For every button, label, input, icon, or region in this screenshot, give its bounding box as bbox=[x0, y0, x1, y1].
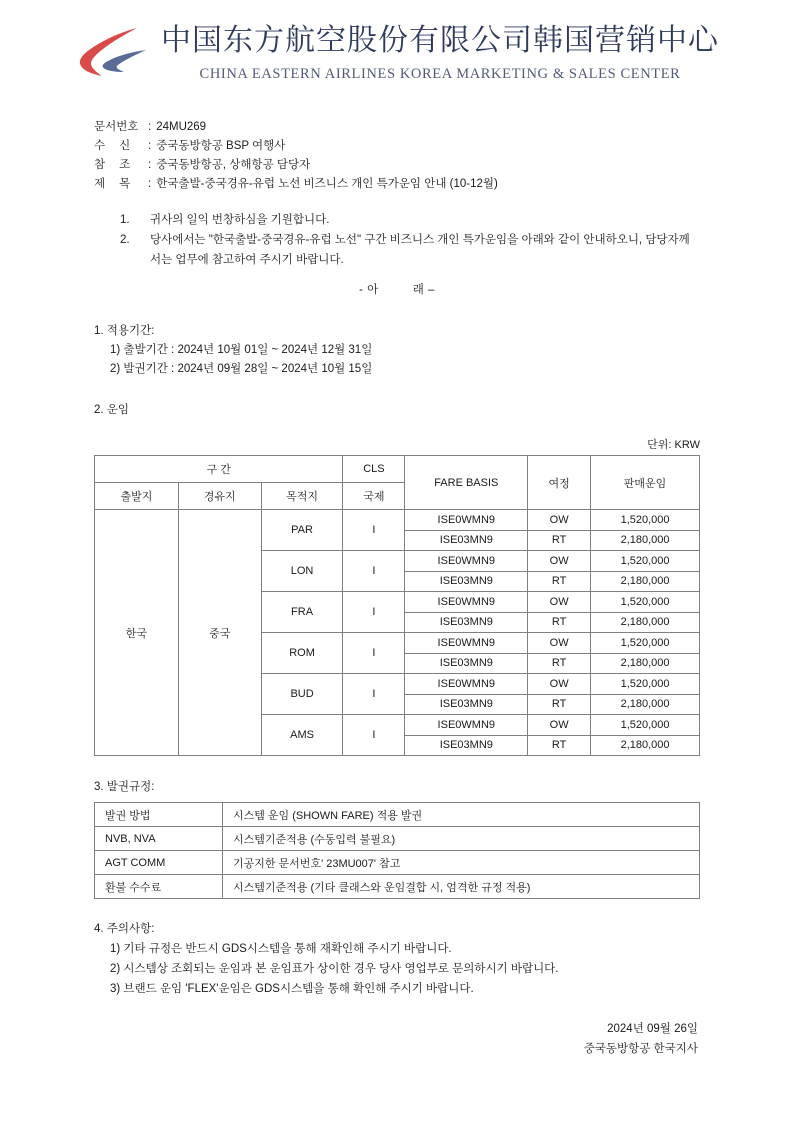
cell-via: 중국 bbox=[178, 510, 261, 756]
cell-amount: 2,180,000 bbox=[591, 612, 700, 633]
rule-key: AGT COMM bbox=[95, 851, 223, 875]
cell-itinerary: RT bbox=[528, 694, 591, 715]
header-segment-group: 구 간 bbox=[95, 456, 343, 483]
signoff-issuer: 중국동방항공 한국지사 bbox=[583, 1043, 698, 1055]
greeting-number: 2. bbox=[120, 234, 130, 246]
header-fare-basis: FARE BASIS bbox=[405, 456, 528, 510]
signoff-date: 2024년 09월 26일 bbox=[607, 1023, 698, 1035]
cell-itinerary: RT bbox=[528, 612, 591, 633]
section3-title: 3. 발권규정: bbox=[94, 781, 155, 793]
document-meta bbox=[94, 118, 700, 194]
table-row bbox=[95, 827, 700, 851]
cell-amount: 2,180,000 bbox=[591, 735, 700, 756]
header-cls-group: CLS bbox=[343, 456, 405, 483]
cell-itinerary: OW bbox=[528, 715, 591, 736]
meta-label-head: 제 bbox=[94, 178, 120, 190]
section-ticketing-rules bbox=[94, 778, 700, 797]
cell-destination: FRA bbox=[261, 592, 343, 633]
cell-destination: ROM bbox=[261, 633, 343, 674]
section1-line-ticketing: 2) 발권기간 : 2024년 09월 28일 ~ 2024년 10월 15일 bbox=[110, 363, 373, 375]
cell-itinerary: RT bbox=[528, 653, 591, 674]
cell-amount: 2,180,000 bbox=[591, 571, 700, 592]
section4-title: 4. 주의사항: bbox=[94, 923, 155, 935]
meta-label-tail: 조 bbox=[119, 159, 145, 171]
meta-colon: : bbox=[148, 178, 152, 190]
meta-row-cc bbox=[94, 156, 700, 175]
meta-label-tail: 신 bbox=[119, 140, 145, 152]
meta-row-document-number bbox=[94, 118, 700, 137]
meta-label-head: 수 bbox=[94, 140, 120, 152]
meta-row-subject bbox=[94, 175, 700, 194]
rule-value: 시스템 운임 (SHOWN FARE) 적용 발권 bbox=[223, 803, 700, 827]
meta-value-recipient: 중국동방항공 BSP 여행사 bbox=[156, 140, 286, 152]
cell-fare-basis: ISE03MN9 bbox=[405, 612, 528, 633]
header-via: 경유지 bbox=[178, 483, 261, 510]
cell-fare-basis: ISE0WMN9 bbox=[405, 715, 528, 736]
rule-key: NVB, NVA bbox=[95, 827, 223, 851]
section1-title: 1. 적용기간: bbox=[94, 325, 155, 337]
cell-itinerary: OW bbox=[528, 592, 591, 613]
cell-itinerary: OW bbox=[528, 510, 591, 531]
greeting-item bbox=[94, 230, 700, 270]
cell-amount: 1,520,000 bbox=[591, 510, 700, 531]
letterhead-title-cn: 中国东方航空股份有限公司韩国营销中心 bbox=[161, 24, 719, 57]
meta-colon: : bbox=[148, 140, 152, 152]
cell-destination: PAR bbox=[261, 510, 343, 551]
cell-fare-basis: ISE0WMN9 bbox=[405, 674, 528, 695]
header-itinerary: 여정 bbox=[528, 456, 591, 510]
note-line-3: 3) 브랜드 운임 'FLEX'운임은 GDS시스템을 통해 확인해 주시기 바랍니다. bbox=[110, 983, 474, 995]
cell-cls: I bbox=[343, 633, 405, 674]
cell-destination: BUD bbox=[261, 674, 343, 715]
rule-key: 발권 방법 bbox=[95, 803, 223, 827]
cell-itinerary: RT bbox=[528, 530, 591, 551]
greeting-text: 귀사의 일익 번창하심을 기원합니다. bbox=[150, 214, 330, 226]
section-notes bbox=[94, 919, 700, 999]
cell-fare-basis: ISE03MN9 bbox=[405, 694, 528, 715]
table-row bbox=[95, 875, 700, 899]
meta-value-document-number: 24MU269 bbox=[156, 121, 207, 133]
meta-label-tail: 목 bbox=[119, 178, 145, 190]
letterhead-title-en: CHINA EASTERN AIRLINES KOREA MARKETING & SALES CENTER bbox=[199, 65, 681, 82]
cell-destination: AMS bbox=[261, 715, 343, 756]
meta-value-cc: 중국동방항공, 상해항공 담당자 bbox=[156, 159, 311, 171]
signoff-block bbox=[94, 1019, 700, 1059]
note-line-2: 2) 시스템상 조회되는 운임과 본 운임표가 상이한 경우 당사 영업부로 문의하시기 바랍니다. bbox=[110, 963, 559, 975]
fare-table bbox=[94, 455, 700, 756]
rule-value: 시스템기준적용 (기타 클래스와 운임결합 시, 엄격한 규정 적용) bbox=[223, 875, 700, 899]
cell-amount: 1,520,000 bbox=[591, 674, 700, 695]
cell-itinerary: OW bbox=[528, 674, 591, 695]
cell-cls: I bbox=[343, 551, 405, 592]
header-cls-intl: 국제 bbox=[343, 483, 405, 510]
table-row bbox=[95, 510, 700, 531]
cell-cls: I bbox=[343, 592, 405, 633]
cell-destination: LON bbox=[261, 551, 343, 592]
china-eastern-swallow-logo-icon bbox=[75, 26, 153, 84]
meta-label bbox=[94, 137, 148, 156]
meta-label: 문서번호 bbox=[94, 121, 139, 133]
cell-cls: I bbox=[343, 510, 405, 551]
cell-fare-basis: ISE0WMN9 bbox=[405, 551, 528, 572]
cell-fare-basis: ISE03MN9 bbox=[405, 530, 528, 551]
letterhead bbox=[0, 0, 794, 84]
greeting-block bbox=[94, 210, 700, 300]
ticketing-rules-table bbox=[94, 802, 700, 899]
table-row bbox=[95, 803, 700, 827]
cell-fare-basis: ISE0WMN9 bbox=[405, 592, 528, 613]
cell-fare-basis: ISE03MN9 bbox=[405, 571, 528, 592]
cell-fare-basis: ISE03MN9 bbox=[405, 735, 528, 756]
cell-fare-basis: ISE0WMN9 bbox=[405, 633, 528, 654]
cell-amount: 1,520,000 bbox=[591, 633, 700, 654]
section1-line-travel: 1) 출발기간 : 2024년 10월 01일 ~ 2024년 12월 31일 bbox=[110, 344, 373, 356]
table-row bbox=[95, 851, 700, 875]
cell-itinerary: OW bbox=[528, 551, 591, 572]
below-divider bbox=[94, 280, 700, 300]
rule-value: 시스템기준적용 (수동입력 불필요) bbox=[223, 827, 700, 851]
section-applicable-period bbox=[94, 322, 700, 379]
cell-amount: 2,180,000 bbox=[591, 694, 700, 715]
greeting-number: 1. bbox=[120, 214, 130, 226]
header-departure: 출발지 bbox=[95, 483, 179, 510]
cell-cls: I bbox=[343, 674, 405, 715]
cell-itinerary: RT bbox=[528, 735, 591, 756]
cell-amount: 1,520,000 bbox=[591, 551, 700, 572]
greeting-text: 당사에서는 "한국출발-중국경유-유럽 노선" 구간 비즈니스 개인 특가운임을 아래와 같이 안내하오니, 담당자께서는 업무에 참고하여 주시기 바랍니다. bbox=[150, 234, 690, 266]
greeting-item bbox=[94, 210, 700, 230]
cell-amount: 2,180,000 bbox=[591, 653, 700, 674]
cell-amount: 2,180,000 bbox=[591, 530, 700, 551]
cell-fare-basis: ISE03MN9 bbox=[405, 653, 528, 674]
cell-amount: 1,520,000 bbox=[591, 592, 700, 613]
note-line-1: 1) 기타 규정은 반드시 GDS시스템을 통해 재확인해 주시기 바랍니다. bbox=[110, 943, 452, 955]
meta-value-subject: 한국출발-중국경유-유럽 노선 비즈니스 개인 특가운임 안내 (10-12월) bbox=[156, 178, 498, 190]
cell-fare-basis: ISE0WMN9 bbox=[405, 510, 528, 531]
meta-label-head: 참 bbox=[94, 159, 120, 171]
header-sale-fare: 판매운임 bbox=[591, 456, 700, 510]
meta-colon: : bbox=[148, 159, 152, 171]
meta-label bbox=[94, 156, 148, 175]
rule-key: 환불 수수료 bbox=[95, 875, 223, 899]
rule-value: 기공지한 문서번호' 23MU007' 참고 bbox=[223, 851, 700, 875]
cell-cls: I bbox=[343, 715, 405, 756]
currency-unit-note: 단위: KRW bbox=[647, 439, 700, 451]
fare-table-body bbox=[95, 510, 700, 756]
cell-amount: 1,520,000 bbox=[591, 715, 700, 736]
meta-colon: : bbox=[148, 121, 152, 133]
below-divider-right: 래 – bbox=[412, 284, 435, 296]
fare-table-header-row-top bbox=[95, 456, 700, 483]
section2-title: 2. 운임 bbox=[94, 404, 130, 416]
section-fares bbox=[94, 401, 700, 420]
meta-row-recipient bbox=[94, 137, 700, 156]
cell-itinerary: OW bbox=[528, 633, 591, 654]
header-destination: 목적지 bbox=[261, 483, 343, 510]
meta-label bbox=[94, 175, 148, 194]
below-divider-left: - 아 bbox=[359, 284, 379, 296]
cell-itinerary: RT bbox=[528, 571, 591, 592]
cell-departure: 한국 bbox=[95, 510, 179, 756]
